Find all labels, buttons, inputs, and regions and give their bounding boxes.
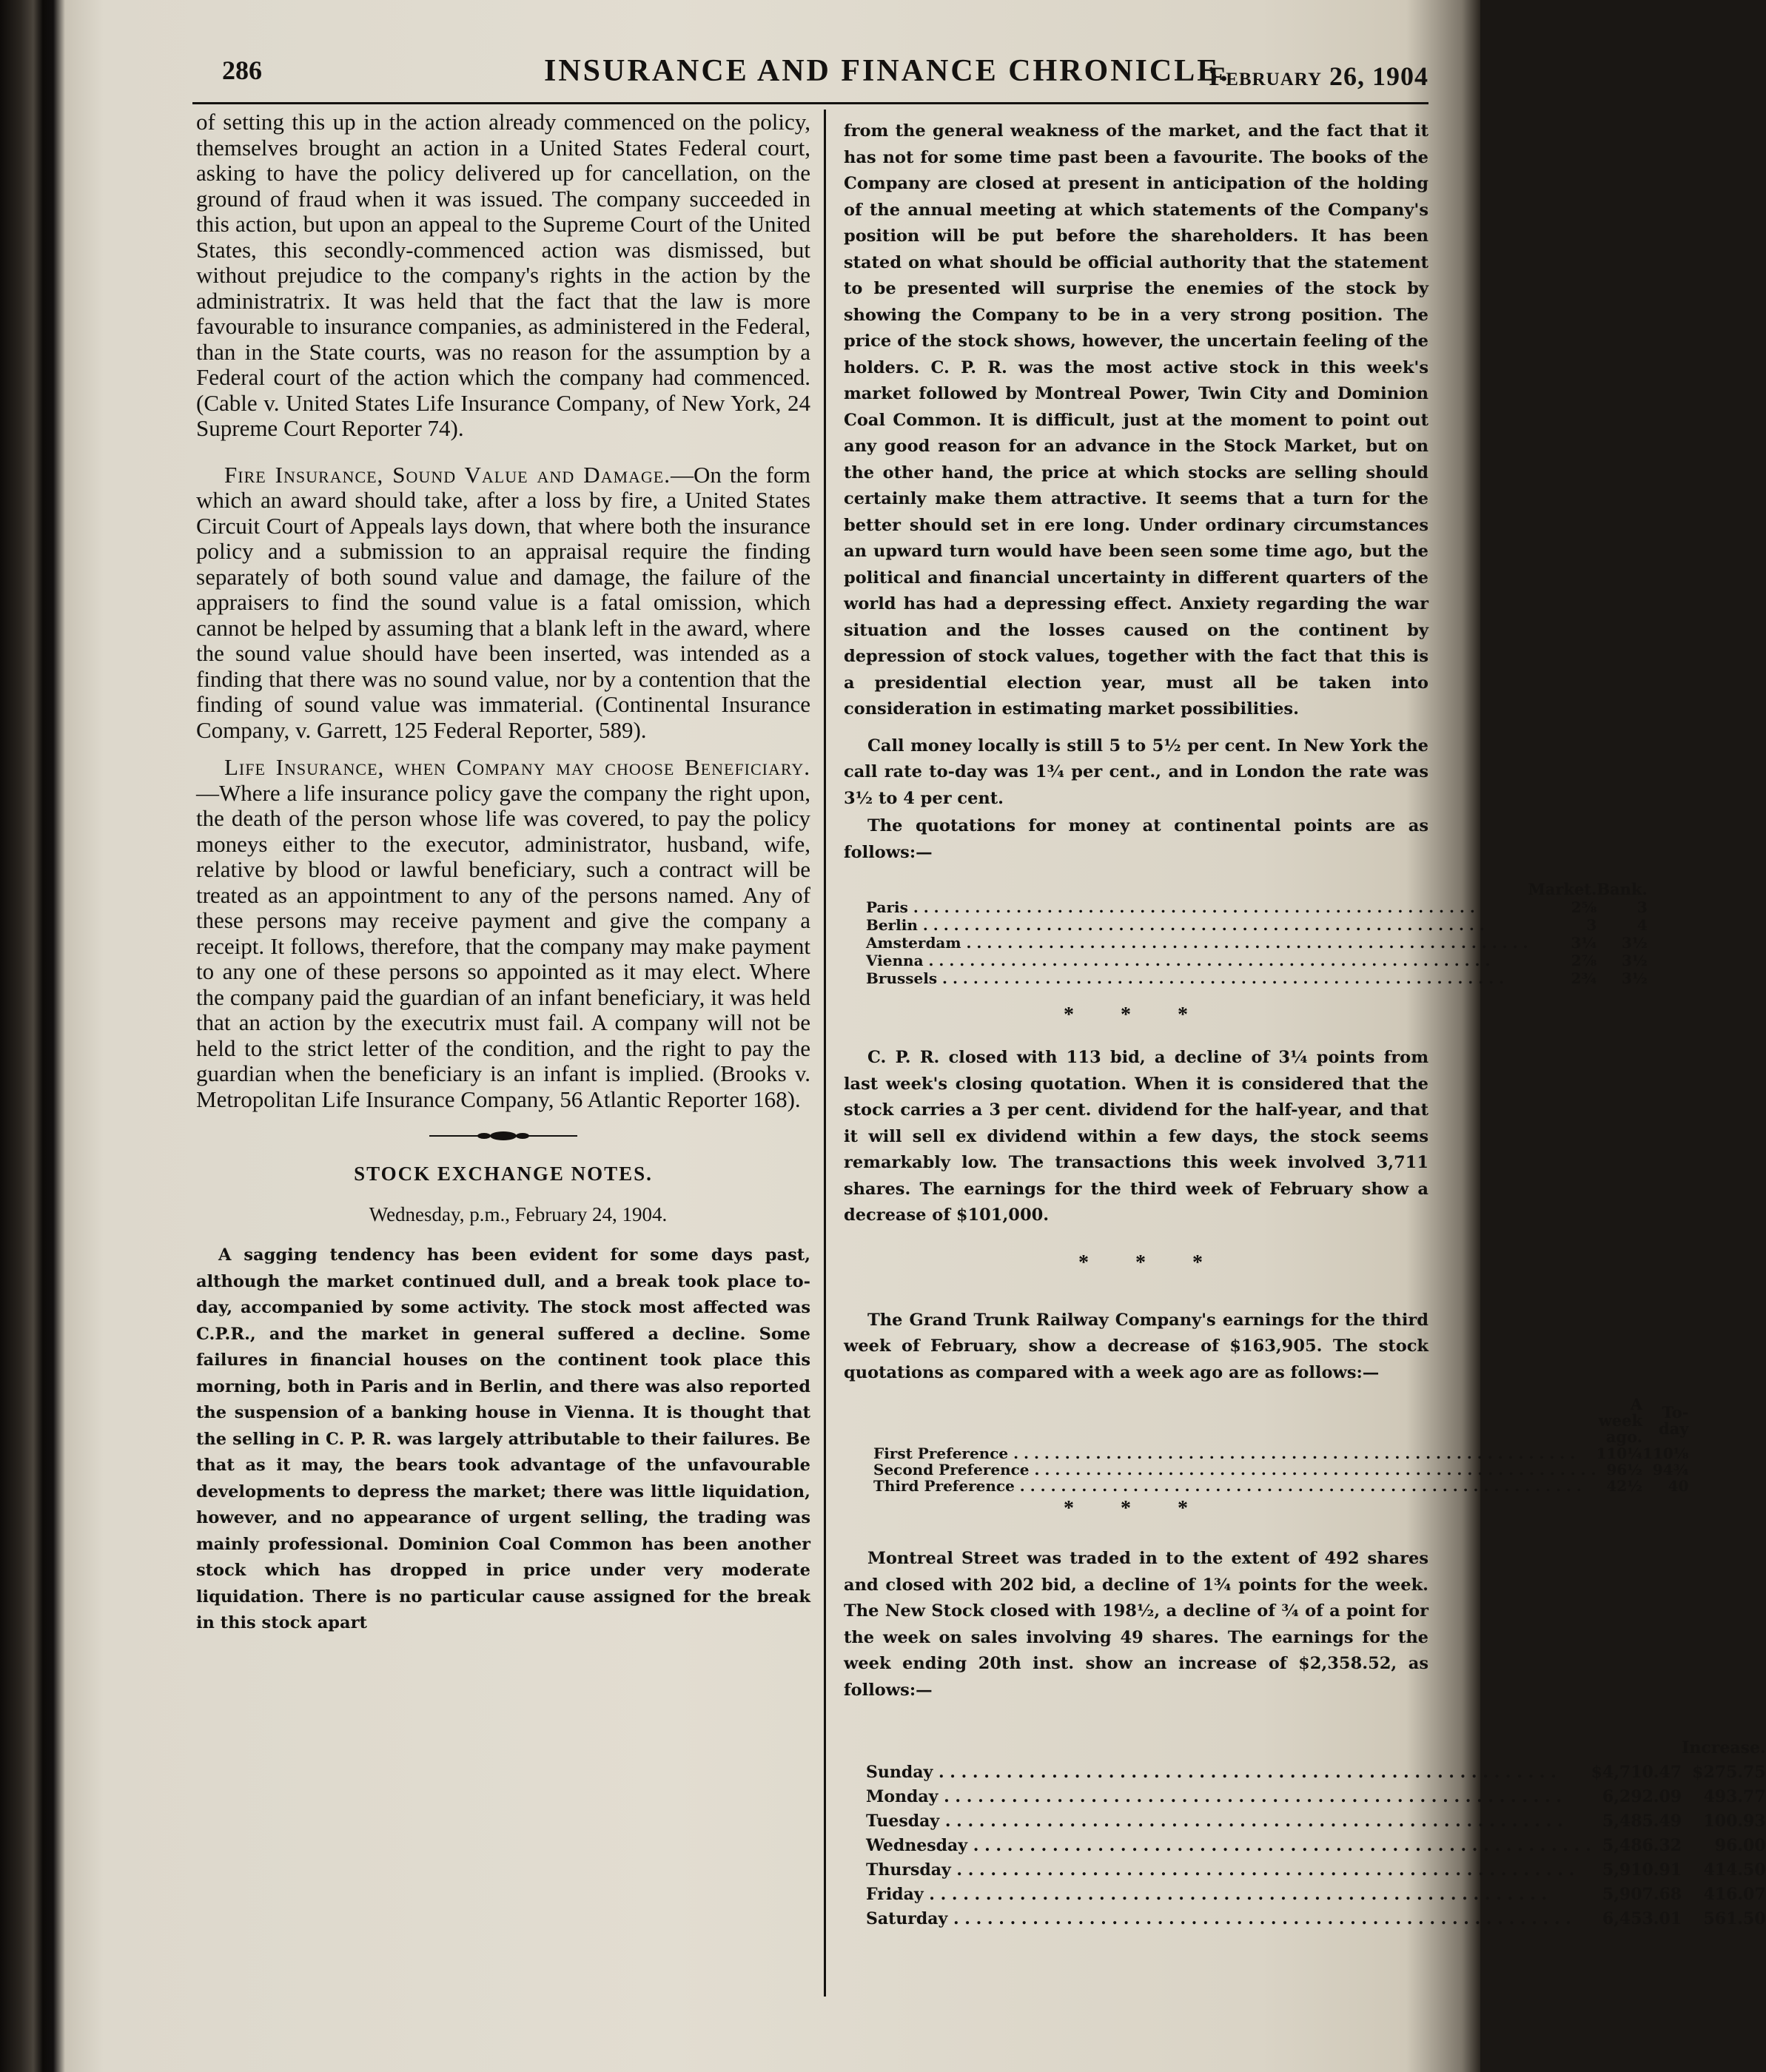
today-cell: 110⅛	[1642, 1444, 1689, 1462]
earnings-amount-cell: 6,292.09	[1602, 1787, 1682, 1806]
call-money-paragraph: Call money locally is still 5 to 5½ per cent. In New York the call rate to-day was 1¾ per cent., and in London the rate was 3½ to 4 per cent.	[844, 736, 1428, 808]
increase-cell: 561.50	[1703, 1909, 1766, 1928]
table-row	[866, 934, 1648, 952]
table-row	[866, 1858, 1766, 1883]
stock-notes-text: A sagging tendency has been evident for some days past, although the market continued dull, and a break took place to-day, accompanied by some activity. The stock most affected was C.P.R., and the market in general suffered a decline. Some failures in financial houses on the continent took place this morning, both in Paris and in Berlin, and there was also reported the suspension of a banking house in Vienna. It is thought that the selling in C. P. R. was largely attributable to their failures. Be that as it may, the bears took advantage of the unfavourable developments to depress the market; there was little liquidation, however, and no appearance of urgent selling, the trading was mainly professional. Dominion Coal Common has been another stock which has dropped in price under very moderate liquidation. There is no particular cause assigned for the break in this stock apart	[196, 1245, 810, 1632]
table-row	[866, 969, 1648, 987]
legal-note-fire-insurance	[196, 462, 810, 744]
preference-label-cell: First Preference . . .	[873, 1445, 1596, 1462]
column-header-bank: Bank.	[1597, 880, 1648, 898]
table-row	[866, 1883, 1766, 1907]
increase-cell: 414.50	[1703, 1860, 1766, 1880]
market-rate-cell: 3	[1586, 916, 1597, 934]
increase-cell: 96.00	[1714, 1836, 1766, 1855]
market-rate-cell: 2⅞	[1571, 952, 1597, 969]
table-row	[866, 1834, 1766, 1858]
week-ago-cell: 42½	[1606, 1477, 1643, 1495]
life-insurance-text: —Where a life insurance policy gave the company the right upon, the death of the person whose life was covered, to pay the policy moneys either to the executor, administrator, husband, wife, relative by blood or lawful beneficiary, such a contract will be treated as an appointment to any of the persons named. Any of these persons may receive payment and give the company a receipt. It follows, therefore, that the company may make payment to any one of these persons so appointed as it may elect. Where the company paid the guardian of an infant beneficiary, it was held that an action by the executrix must fail. A company will not be held to the strict letter of the condition, and the right to pay the guardian when the beneficiary is an infant is implied. (Brooks v. Metropolitan Life Insurance Company, 56 Atlantic Reporter 168).	[196, 779, 810, 1112]
table-header-row	[866, 1736, 1766, 1760]
fire-insurance-heading: Fire Insurance, Sound Value and Damage.	[224, 461, 671, 488]
preference-label-cell: Second Preference . . .	[873, 1462, 1596, 1478]
section-separator-stars: * * *	[1078, 1251, 1223, 1274]
week-ago-cell: 110¼	[1596, 1444, 1643, 1462]
day-cell: Friday . . .	[866, 1883, 1591, 1907]
bank-rate-cell: 3½	[1622, 969, 1648, 987]
market-commentary: from the general weakness of the market, and the fact that it has not for some time past been a favourite. The books of the Company are closed at present in anticipation of the holding of the annual meeting at which statements of the Company's position will be put before the shareholders. It has been stated on what should be official authority that the statement to be presented will surprise the enemies of the stock by showing the Company to be in a very strong position. The price of the stock shows, however, the uncertain feeling of the holders. C. P. R. was the most active stock in this week's market followed by Montreal Power, Twin City and Dominion Coal Common. It is difficult, just at the moment to point out any good reason for an advance in the Stock Market, but on the other hand, the price at which stocks are selling should certainly make them attractive. It seems that a turn for the better should set in ere long. Under ordinary circumstances an upward turn would have been seen some time ago, but the political and financial uncertainty in different quarters of the world has had a depressing effect. Anxiety regarding the war situation and the losses caused on the continent by depression of stock values, together with the fact that this is a presidential election year, must all be taken into consideration in estimating market possibilities.	[844, 121, 1428, 719]
legal-note-life-insurance	[196, 755, 810, 1112]
city-cell: Brussels . . .	[866, 969, 1528, 987]
section-ornament	[429, 1128, 577, 1143]
left-column	[196, 110, 810, 1637]
table-row	[873, 1445, 1689, 1462]
newspaper-page	[178, 30, 1766, 2042]
day-cell: Wednesday . . .	[866, 1834, 1591, 1858]
table-header-row	[866, 881, 1648, 898]
day-cell: Thursday . . .	[866, 1858, 1591, 1883]
stock-notes-dateline: Wednesday, p.m., February 24, 1904.	[369, 1203, 668, 1225]
increase-cell: 416.07	[1703, 1885, 1766, 1904]
grand-trunk-quotations-table	[873, 1396, 1689, 1494]
bank-rate-cell: 3½	[1622, 952, 1648, 969]
table-row	[866, 952, 1648, 969]
table-row	[873, 1478, 1689, 1494]
day-cell: Sunday . . .	[866, 1760, 1591, 1785]
market-rate-cell: 3¼	[1571, 934, 1597, 952]
market-rate-cell: 2¾	[1571, 969, 1597, 987]
day-cell: Tuesday . . .	[866, 1809, 1591, 1834]
right-column	[844, 118, 1766, 1931]
continental-money-table	[866, 881, 1648, 987]
earnings-amount-cell: 5,486.32	[1602, 1836, 1682, 1855]
table-row	[866, 1785, 1766, 1809]
earnings-amount-cell: 6,453.01	[1602, 1909, 1682, 1928]
page-number: 286	[222, 56, 262, 85]
fire-insurance-text: —On the form which an award should take, after a loss by fire, a United States Circuit Court of Appeals lays down, that where both the insurance policy and a submission to an appraisal require the finding separately of both sound value and damage, the failure of the appraisers to find the sound value is a fatal omission, which cannot be helped by assuming that a blank left in the award, where the sound value should have been inserted, was intended as a finding that there was no sound value, nor by a contention that the finding of sound value was immaterial. (Continental Insurance Company, v. Garrett, 125 Federal Reporter, 589).	[196, 461, 810, 743]
table-row	[866, 1809, 1766, 1834]
legal-note-cable-case: of setting this up in the action already commenced on the policy, themselves brought an action in a United States Federal court, asking to have the policy delivered up for cancellation, on the ground of fraud when it was issued. The company succeeded in this action, but upon an appeal to the Supreme Court of the United States, this secondly-commenced action was dismissed, but without prejudice to the company's rights in the action by the administratrix. It was held that the fact that the law is more favourable to insurance companies, as administered in the Federal, than in the State courts, was no reason for the assumption by a Federal court of the action which the company had commenced. (Cable v. United States Life Insurance Company, of New York, 24 Supreme Court Reporter 74).	[196, 109, 810, 441]
preference-label-cell: Third Preference . . .	[873, 1478, 1596, 1494]
continental-quotations-intro: The quotations for money at continental points are as follows:—	[844, 816, 1428, 862]
column-header-today: To-day	[1659, 1403, 1689, 1438]
issue-date: February 26, 1904	[1209, 61, 1428, 91]
earnings-amount-cell: 5,907.68	[1602, 1885, 1682, 1904]
increase-cell: $275.75	[1692, 1763, 1766, 1782]
week-ago-cell: 96½	[1606, 1461, 1643, 1479]
stock-exchange-notes-heading: STOCK EXCHANGE NOTES.	[354, 1163, 653, 1185]
table-row	[873, 1462, 1689, 1478]
grand-trunk-paragraph: The Grand Trunk Railway Company's earnings for the third week of February, show a decrease of $163,905. The stock quotations as compared with a week ago are as follows:—	[844, 1310, 1428, 1382]
today-cell: 94¾	[1652, 1461, 1689, 1479]
column-header-market: Market.	[1528, 880, 1597, 898]
city-cell: Vienna . . .	[866, 952, 1528, 969]
running-head	[178, 44, 1428, 96]
section-separator-stars: * * *	[1064, 1497, 1209, 1520]
table-row	[866, 1907, 1766, 1931]
today-cell: 40	[1668, 1477, 1689, 1495]
section-separator-stars: * * *	[1064, 1003, 1209, 1026]
increase-cell: 493.77	[1703, 1787, 1766, 1806]
table-row	[866, 898, 1648, 916]
column-header-increase: Increase.	[1682, 1738, 1766, 1758]
table-header-row	[873, 1396, 1689, 1445]
earnings-amount-cell: 5,485.49	[1602, 1812, 1682, 1831]
column-header-week-ago: A week ago.	[1598, 1395, 1643, 1446]
city-cell: Paris . . .	[866, 898, 1528, 916]
market-rate-cell: 2⅝	[1571, 898, 1597, 916]
earnings-amount-cell: $4,710.47	[1591, 1763, 1682, 1782]
bank-rate-cell: 3½	[1622, 934, 1648, 952]
table-row	[866, 916, 1648, 934]
life-insurance-heading: Life Insurance, when Company may choose Beneficiary.	[224, 754, 810, 780]
bank-rate-cell: 3	[1636, 898, 1648, 916]
city-cell: Berlin . . .	[866, 916, 1528, 934]
earnings-amount-cell: 5,910.91	[1602, 1860, 1682, 1880]
header-rule	[192, 102, 1428, 104]
column-divider	[824, 110, 826, 1997]
city-cell: Amsterdam . . .	[866, 934, 1528, 952]
bank-rate-cell: 4	[1636, 916, 1648, 934]
table-row	[866, 1760, 1766, 1785]
day-cell: Saturday . . .	[866, 1907, 1591, 1931]
day-cell: Monday . . .	[866, 1785, 1591, 1809]
increase-cell: 100.93	[1703, 1812, 1766, 1831]
montreal-street-paragraph: Montreal Street was traded in to the extent of 492 shares and closed with 202 bid, a decline of 1¾ points for the week. The New Stock closed with 198½, a decline of ¾ of a point for the week on sales involving 49 shares. The earnings for the week ending 20th inst. show an increase of $2,358.52, as follows:—	[844, 1549, 1428, 1700]
journal-title: INSURANCE AND FINANCE CHRONICLE.	[544, 54, 1230, 88]
cpr-paragraph: C. P. R. closed with 113 bid, a decline of 3¼ points from last week's closing quotation. When it is considered that the stock carries a 3 per cent. dividend for the half-year, and that it will sell ex dividend within a few days, the stock seems remarkably low. The transactions this week involved 3,711 shares. The earnings for the third week of February show a decrease of $101,000.	[844, 1048, 1428, 1225]
montreal-street-earnings-table	[866, 1736, 1766, 1931]
